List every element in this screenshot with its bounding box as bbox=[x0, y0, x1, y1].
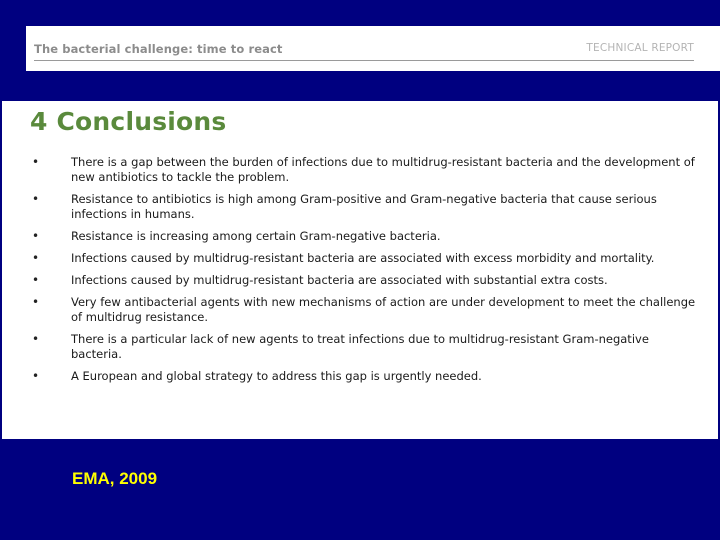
bullet-icon: • bbox=[32, 192, 40, 206]
list-item-text: Infections caused by multidrug-resistant bacteria are associated with excess morbidity and mortality. bbox=[71, 251, 655, 265]
list-item bbox=[2, 229, 718, 244]
list-item-text: There is a gap between the burden of infections due to multidrug-resistant bacteria and the development of new antibiotics to tackle the problem. bbox=[71, 155, 695, 184]
conclusions-panel bbox=[2, 101, 718, 439]
bullet-icon: • bbox=[32, 155, 40, 169]
list-item-text: Very few antibacterial agents with new mechanisms of action are under development to meet the challenge of multidrug resistance. bbox=[71, 295, 696, 324]
list-item bbox=[2, 251, 718, 266]
report-type-label: TECHNICAL REPORT bbox=[586, 42, 694, 54]
section-heading: 4 Conclusions bbox=[30, 107, 227, 136]
list-item-text: Infections caused by multidrug-resistant bacteria are associated with substantial extra costs. bbox=[71, 273, 608, 287]
list-item-text: Resistance to antibiotics is high among Gram-positive and Gram-negative bacteria that cause serious infections in humans. bbox=[71, 192, 657, 221]
bullet-icon: • bbox=[32, 251, 40, 265]
bullet-icon: • bbox=[32, 273, 40, 287]
bullet-icon: • bbox=[32, 369, 40, 383]
list-item bbox=[2, 192, 718, 222]
bullet-icon: • bbox=[32, 332, 40, 346]
report-header bbox=[26, 26, 720, 71]
list-item bbox=[2, 332, 718, 362]
bullet-icon: • bbox=[32, 229, 40, 243]
bullet-icon: • bbox=[32, 295, 40, 309]
list-item-text: A European and global strategy to address this gap is urgently needed. bbox=[71, 369, 482, 383]
list-item bbox=[2, 273, 718, 288]
report-title: The bacterial challenge: time to react bbox=[34, 42, 283, 56]
list-item bbox=[2, 369, 718, 384]
header-divider bbox=[34, 60, 694, 61]
list-item bbox=[2, 155, 718, 185]
conclusions-list bbox=[2, 155, 718, 391]
list-item-text: There is a particular lack of new agents to treat infections due to multidrug-resistant Gram-negative bacteria. bbox=[71, 332, 649, 361]
citation: EMA, 2009 bbox=[72, 469, 158, 488]
list-item-text: Resistance is increasing among certain Gram-negative bacteria. bbox=[71, 229, 441, 243]
list-item bbox=[2, 295, 718, 325]
